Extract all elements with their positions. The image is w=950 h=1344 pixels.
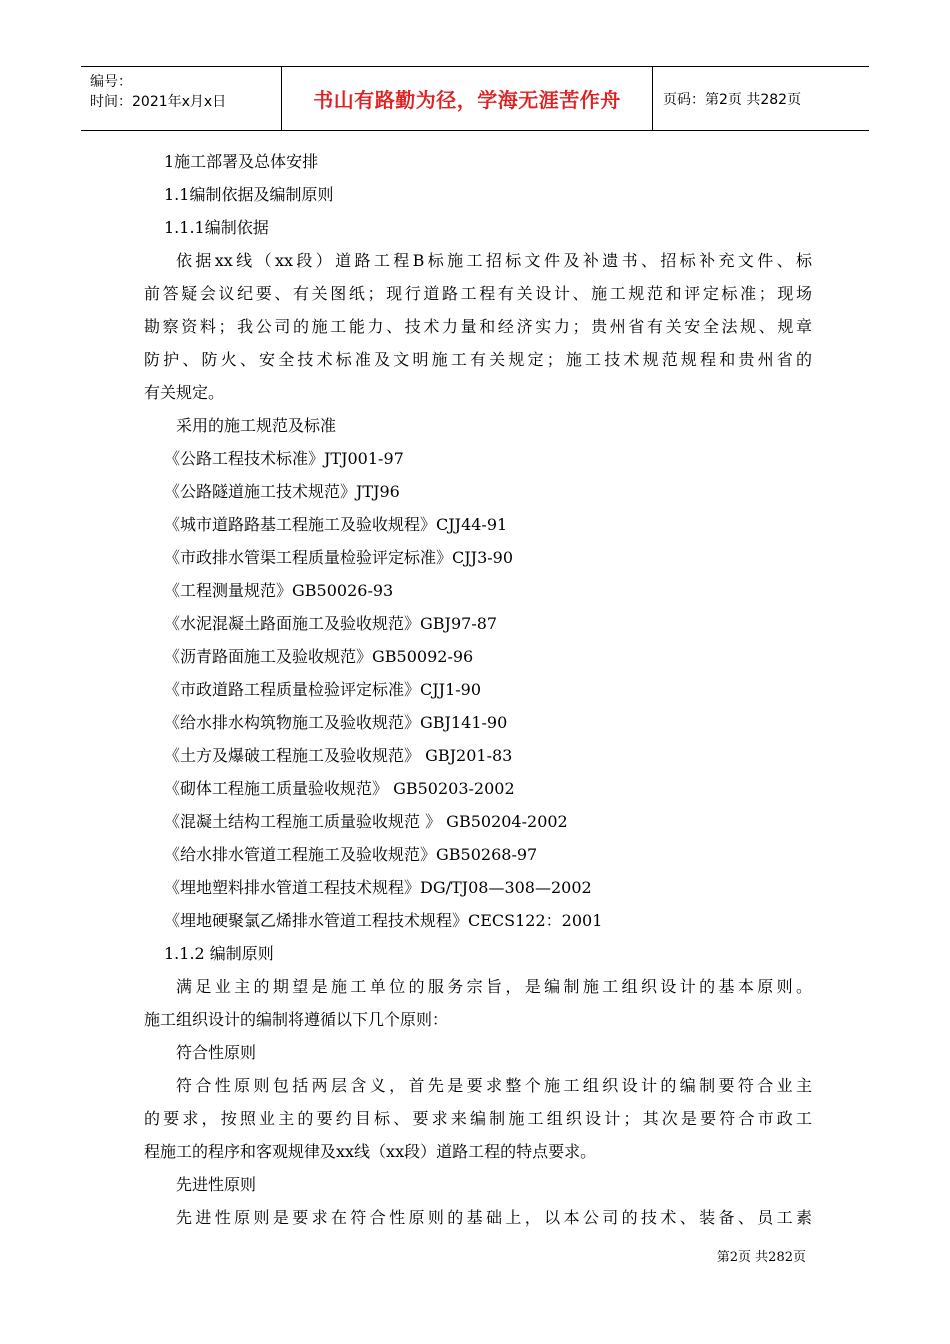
- standard-item: 《土方及爆破工程施工及验收规范》 GBJ201-83: [164, 746, 513, 765]
- section-heading: 1.1.2 编制原则: [164, 944, 274, 963]
- standard-item: 《给水排水构筑物施工及验收规范》GBJ141-90: [164, 713, 508, 732]
- standard-item: 《工程测量规范》GB50026-93: [164, 581, 394, 600]
- paragraph-line: 先进性原则是要求在符合性原则的基础上，以本公司的技术、装备、员工素: [176, 1208, 812, 1227]
- standard-item: 《市政道路工程质量检验评定标准》CJJ1-90: [164, 680, 482, 699]
- paragraph-line: 依据xx线（xx段）道路工程B标施工招标文件及补遗书、招标补充文件、标: [176, 251, 812, 270]
- paragraph-line: 勘察资料；我公司的施工能力、技术力量和经济实力；贵州省有关安全法规、规章: [144, 317, 812, 336]
- standard-item: 《沥青路面施工及验收规范》GB50092-96: [164, 647, 474, 666]
- document-time-label: 时间：2021年x月x日: [90, 94, 227, 110]
- paragraph-line: 符合性原则: [176, 1043, 257, 1062]
- paragraph-line: 防护、防火、安全技术标准及文明施工有关规定；施工技术规范规程和贵州省的: [144, 350, 812, 369]
- standard-item: 《市政排水管渠工程质量检验评定标准》CJJ3-90: [164, 548, 514, 567]
- paragraph-line: 采用的施工规范及标准: [176, 416, 337, 435]
- section-heading: 1.1编制依据及编制原则: [164, 185, 334, 204]
- standard-item: 《混凝土结构工程施工质量验收规范 》 GB50204-2002: [164, 812, 568, 831]
- section-heading: 1施工部署及总体安排: [164, 152, 319, 171]
- document-number-label: 编号：: [90, 74, 132, 90]
- standard-item: 《埋地塑料排水管道工程技术规程》DG/TJ08—308—2002: [164, 878, 592, 897]
- standard-item: 《水泥混凝土路面施工及验收规范》GBJ97-87: [164, 614, 498, 633]
- standard-item: 《给水排水管道工程施工及验收规范》GB50268-97: [164, 845, 538, 864]
- section-heading: 1.1.1编制依据: [164, 218, 269, 237]
- standard-item: 《公路隧道施工技术规范》JTJ96: [164, 482, 400, 501]
- page-footer: 第2页 共282页: [716, 1250, 806, 1265]
- standard-item: 《砌体工程施工质量验收规范》 GB50203-2002: [164, 779, 515, 798]
- header-meta: [81, 67, 282, 130]
- paragraph-line: 施工组织设计的编制将遵循以下几个原则：: [144, 1010, 449, 1029]
- page-header: [81, 66, 869, 131]
- header-page-number: 页码：第2页 共282页: [663, 91, 802, 108]
- paragraph-line: 前答疑会议纪要、有关图纸；现行道路工程有关设计、施工规范和评定标准；现场: [144, 284, 812, 303]
- header-motto: 书山有路勤为径，学海无涯苦作舟: [282, 67, 653, 130]
- standard-item: 《公路工程技术标准》JTJ001-97: [164, 449, 404, 468]
- paragraph-line: 符合性原则包括两层含义，首先是要求整个施工组织设计的编制要符合业主: [176, 1076, 812, 1095]
- standard-item: 《城市道路路基工程施工及验收规程》CJJ44-91: [164, 515, 508, 534]
- paragraph-line: 先进性原则: [176, 1175, 257, 1194]
- paragraph-line: 的要求，按照业主的要约目标、要求来编制施工组织设计；其次是要符合市政工: [144, 1109, 812, 1128]
- standard-item: 《埋地硬聚氯乙烯排水管道工程技术规程》CECS122：2001: [164, 911, 603, 930]
- paragraph-line: 有关规定。: [144, 383, 225, 402]
- paragraph-line: 程施工的程序和客观规律及xx线（xx段）道路工程的特点要求。: [144, 1142, 597, 1161]
- document-body: [144, 145, 812, 1234]
- paragraph-line: 满足业主的期望是施工单位的服务宗旨，是编制施工组织设计的基本原则。: [176, 977, 812, 996]
